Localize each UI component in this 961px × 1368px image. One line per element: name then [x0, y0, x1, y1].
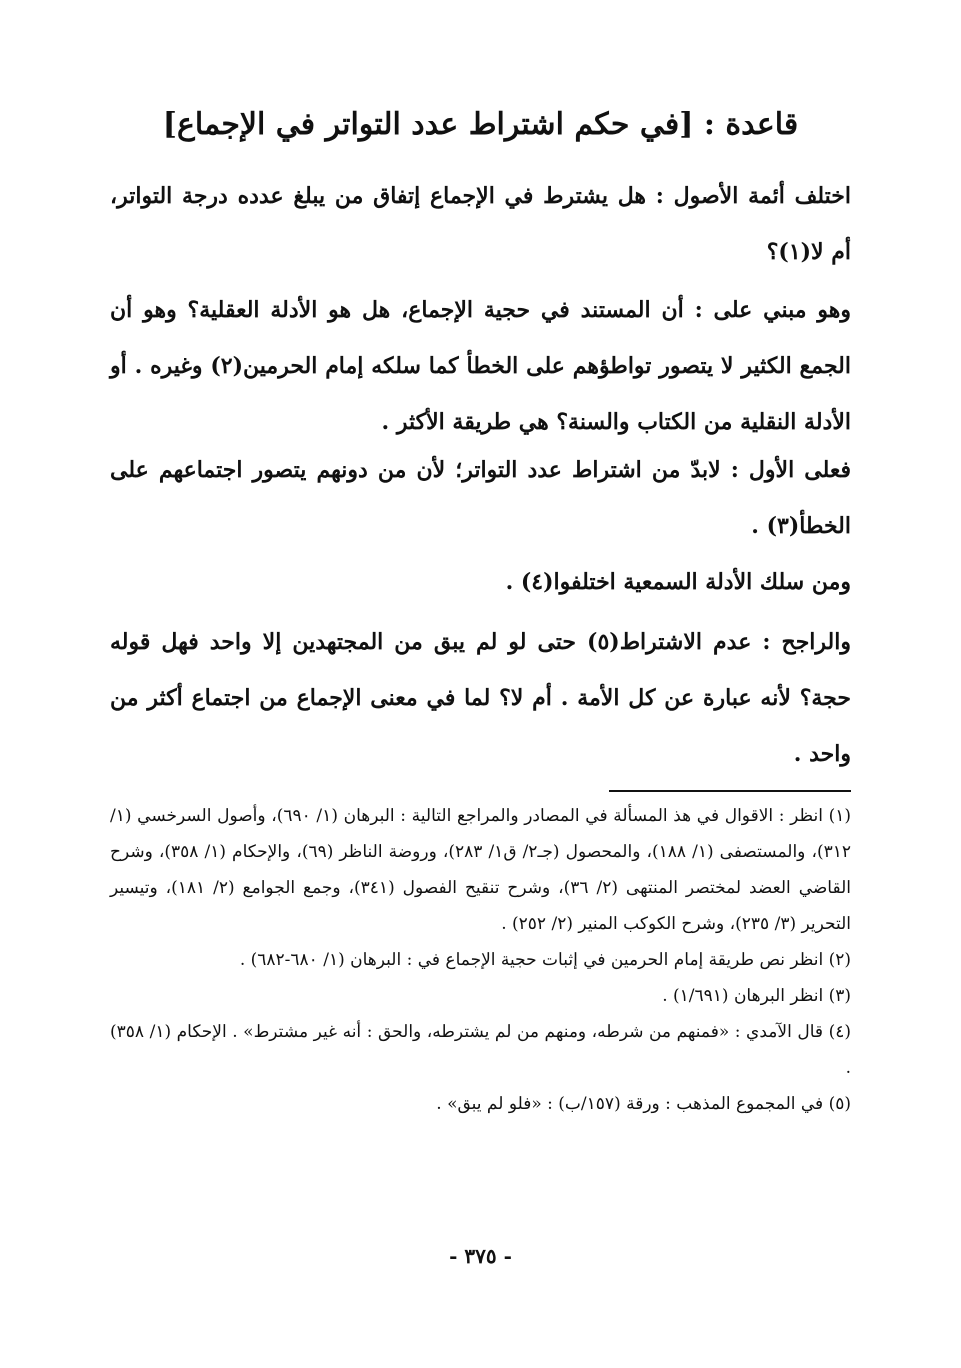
paragraph-1: اختلف أئمة الأصول : هل يشترط في الإجماع إتفاق من يبلغ عدده درجة التواتر، أم لا(١)؟: [110, 183, 851, 265]
footnote-5: (٥) في المجموع المذهب : ورقة (١٥٧/ب) : «فلو لم يبق» .: [436, 1094, 851, 1114]
paragraph-4: ومن سلك الأدلة السمعية اختلفوا(٤) .: [505, 569, 851, 595]
page-number: - ٣٧٥ -: [449, 1244, 512, 1268]
footnote-3: (٣) انظر البرهان (١/٦٩١) .: [662, 986, 851, 1006]
paragraph-2: وهو مبني على : أن المستند في حجية الإجماع، هل هو الأدلة العقلية؟ وهو أن الجمع الكثير لا يتصور تواطؤهم على الخطأ كما سلكه إمام الحرمين(٢) وغيره . أو الأدلة النقلية من الكتاب والسنة؟ هي طريقة الأكثر .: [110, 297, 851, 435]
footnote-divider: [609, 790, 851, 792]
footnote-1: (١) انظر : الاقوال في هذ المسألة في المصادر والمراجع التالية : البرهان (١/ ٦٩٠)، وأصول السرخسي (١/ ٣١٢)، والمستصفى (١/ ١٨٨)، والمحصول (جـ٢/ ق١/ ٢٨٣)، وروضة الناظر (٦٩)، والإحكام (١/ ٣٥٨)، وشرح القاضي العضد لمختصر المنتهى (٢/ ٣٦)، وشرح تنقيح الفصول (٣٤١)، وجمع الجوامع (٢/ ١٨١)، وتيسير التحرير (٣/ ٢٣٥)، وشرح الكوكب المنير (٢/ ٢٥٢) .: [110, 806, 851, 934]
section-title: قاعدة : [في حكم اشتراط عدد التواتر في الإجماع]: [162, 107, 799, 142]
footnote-2: (٢) انظر نص طريقة إمام الحرمين في إثبات حجية الإجماع في : البرهان (١/ ٦٨٠-٦٨٢) .: [239, 950, 851, 970]
paragraph-3: فعلى الأول : لابدّ من اشتراط عدد التواتر؛ لأن من دونهم يتصور اجتماعهم على الخطأ(٣) .: [110, 457, 851, 539]
footnotes: [110, 798, 851, 1122]
paragraph-5: والراجح : عدم الاشتراط(٥) حتى لو لم يبق من المجتهدين إلا واحد فهل قوله حجة؟ لأنه عبارة عن كل الأمة . أم لا؟ لما في معنى الإجماع من اجتماع أكثر من واحد .: [110, 629, 851, 767]
footnote-4: (٤) قال الآمدي : «فمنهم من شرطه، ومنهم من لم يشترطه، والحق : أنه غير مشترط» . الإحكام (١/ ٣٥٨) .: [110, 1022, 851, 1078]
